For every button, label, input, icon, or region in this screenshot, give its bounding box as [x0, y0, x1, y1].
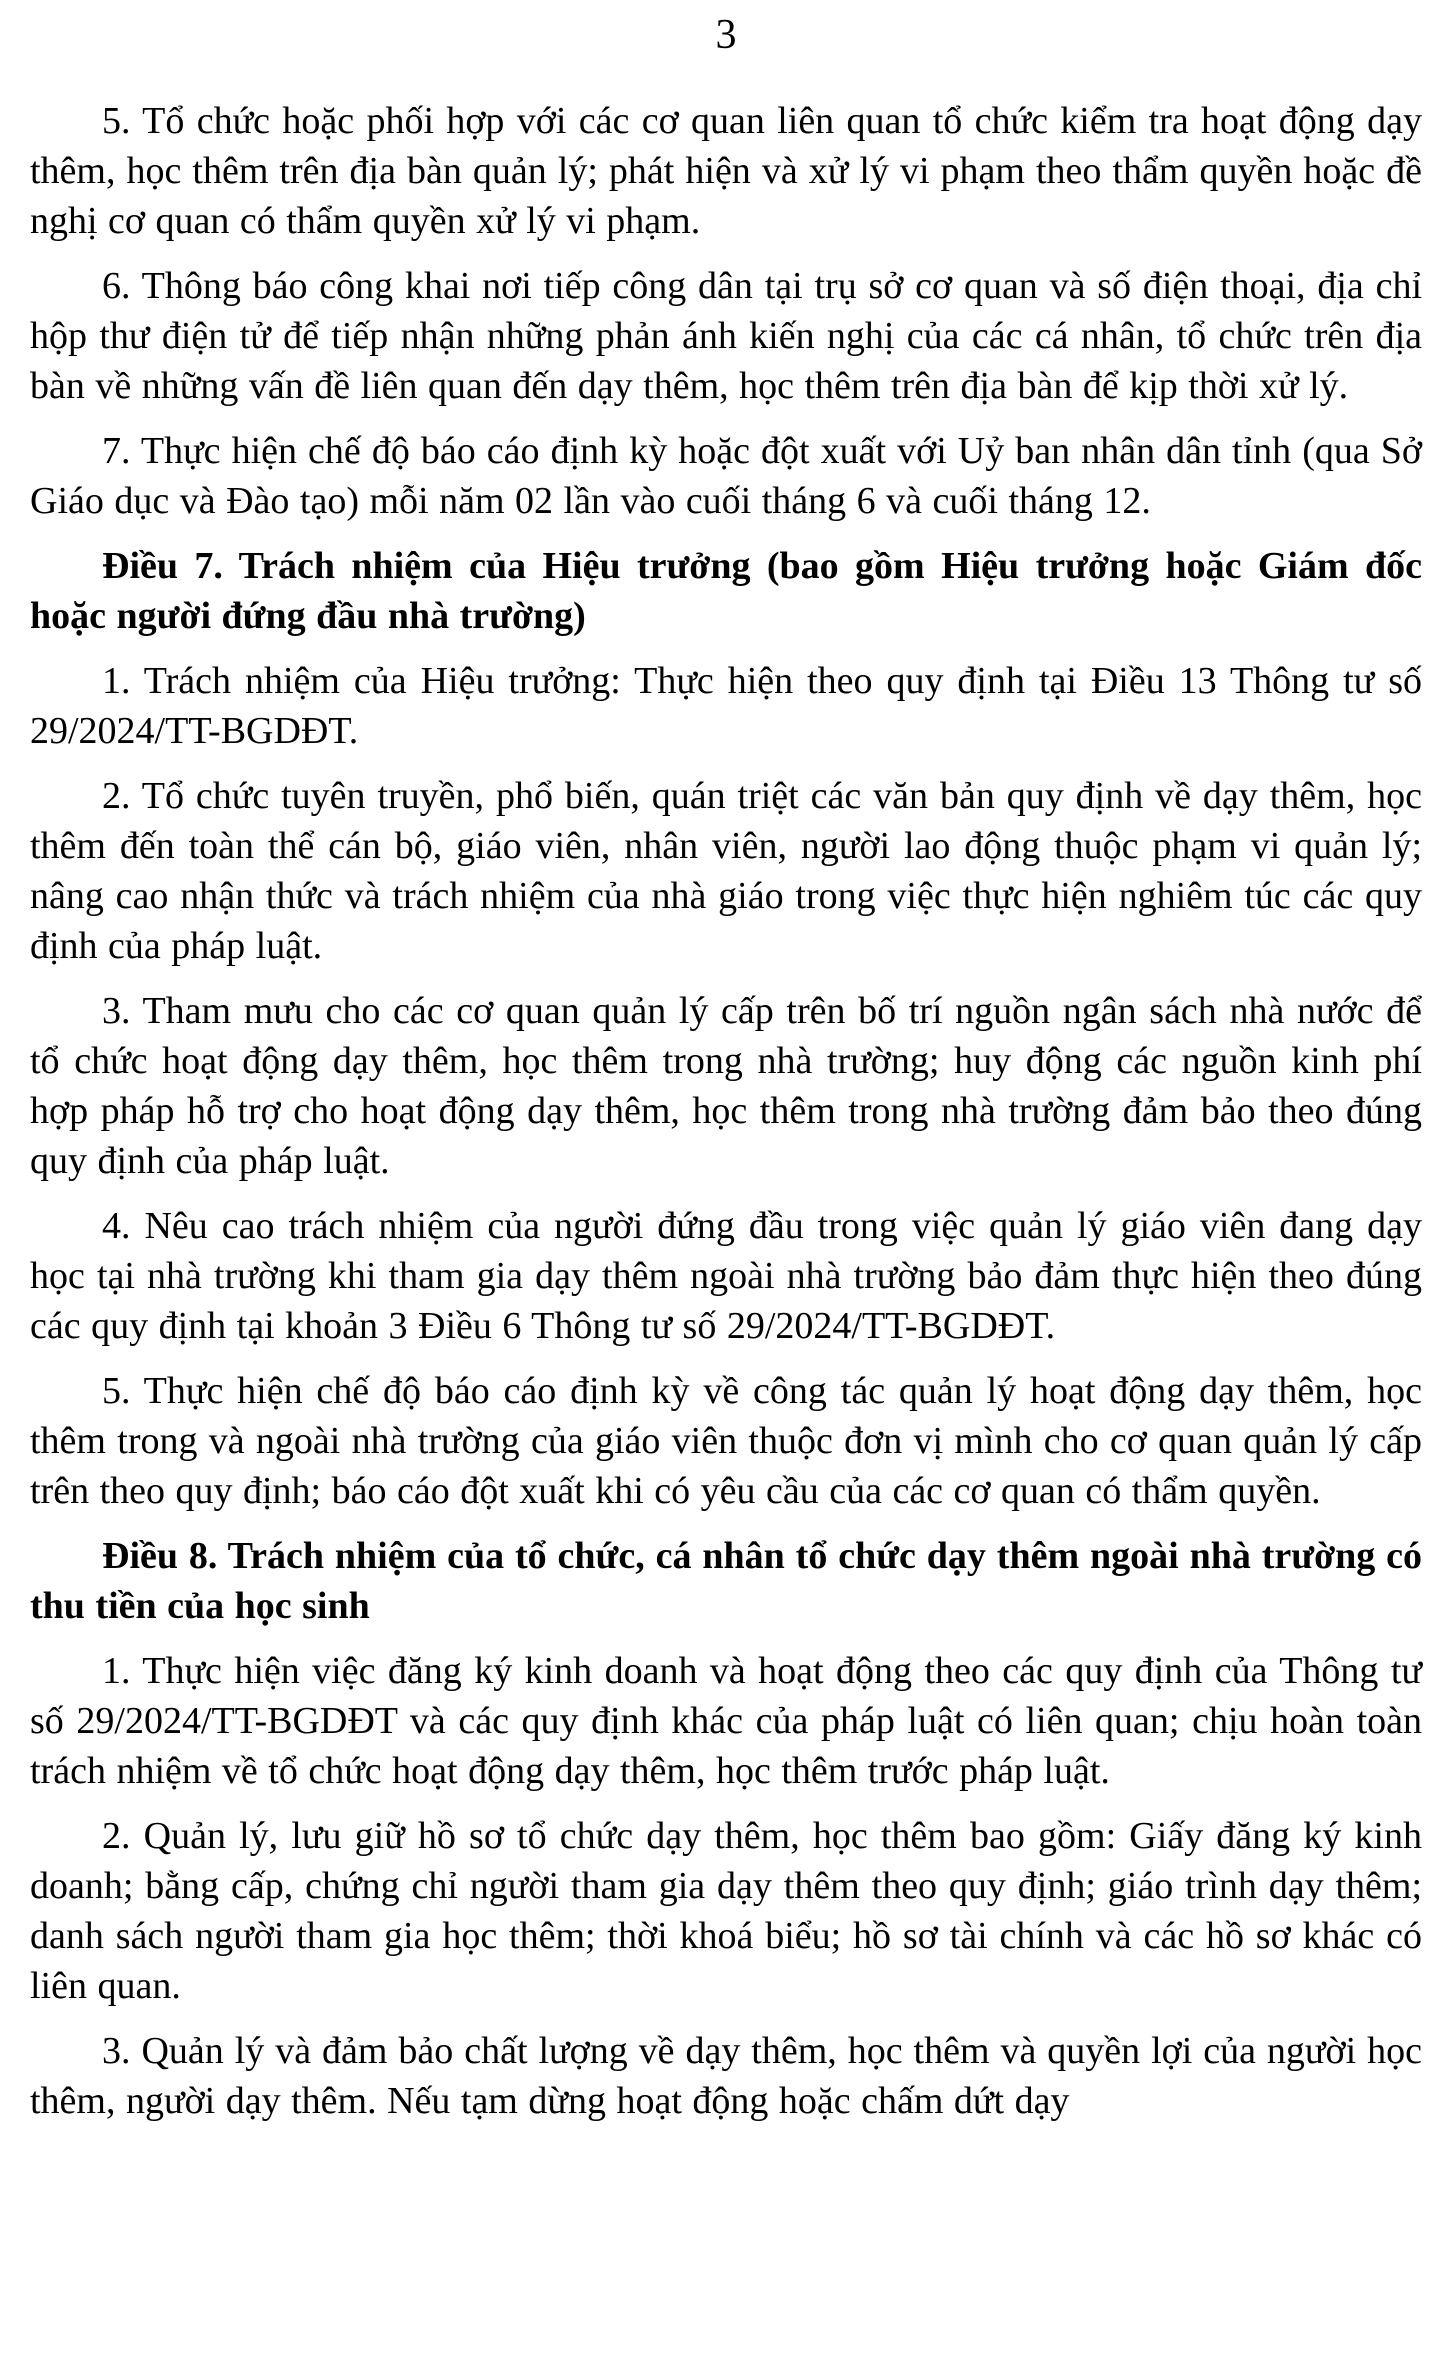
article-7-item-4: 4. Nêu cao trách nhiệm của người đứng đầu trong việc quản lý giáo viên đang dạy học tại nhà trường khi tham gia dạy thêm ngoài nhà trường bảo đảm thực hiện theo đúng các quy định tại khoản 3 Điều 6 Thông tư số 29/2024/TT-BGDĐT.: [30, 1205, 1422, 1347]
article-7-item-5: 5. Thực hiện chế độ báo cáo định kỳ về công tác quản lý hoạt động dạy thêm, học thêm trong và ngoài nhà trường của giáo viên thuộc đơn vị mình cho cơ quan quản lý cấp trên theo quy định; báo cáo đột xuất khi có yêu cầu của các cơ quan có thẩm quyền.: [30, 1370, 1422, 1512]
article-7-item-1: 1. Trách nhiệm của Hiệu trưởng: Thực hiện theo quy định tại Điều 13 Thông tư số 29/2024/TT-BGDĐT.: [30, 660, 1422, 752]
article-8-item-3: 3. Quản lý và đảm bảo chất lượng về dạy thêm, học thêm và quyền lợi của người học thêm, người dạy thêm. Nếu tạm dừng hoạt động hoặc chấm dứt dạy: [30, 2030, 1422, 2122]
article-8-item-2: 2. Quản lý, lưu giữ hồ sơ tổ chức dạy thêm, học thêm bao gồm: Giấy đăng ký kinh doanh; bằng cấp, chứng chỉ người tham gia dạy thêm theo quy định; giáo trình dạy thêm; danh sách người tham gia học thêm; thời khoá biểu; hồ sơ tài chính và các hồ sơ khác có liên quan.: [30, 1815, 1422, 2007]
article-7-item-3: 3. Tham mưu cho các cơ quan quản lý cấp trên bố trí nguồn ngân sách nhà nước để tổ chức hoạt động dạy thêm, học thêm trong nhà trường; huy động các nguồn kinh phí hợp pháp hỗ trợ cho hoạt động dạy thêm, học thêm trong nhà trường đảm bảo theo đúng quy định của pháp luật.: [30, 990, 1422, 1182]
clause-7: 7. Thực hiện chế độ báo cáo định kỳ hoặc đột xuất với Uỷ ban nhân dân tỉnh (qua Sở Giáo dục và Đào tạo) mỗi năm 02 lần vào cuối tháng 6 và cuối tháng 12.: [30, 430, 1422, 522]
article-7-item-2: 2. Tổ chức tuyên truyền, phổ biến, quán triệt các văn bản quy định về dạy thêm, học thêm đến toàn thể cán bộ, giáo viên, nhân viên, người lao động thuộc phạm vi quản lý; nâng cao nhận thức và trách nhiệm của nhà giáo trong việc thực hiện nghiêm túc các quy định của pháp luật.: [30, 775, 1422, 967]
article-7-heading: Điều 7. Trách nhiệm của Hiệu trưởng (bao gồm Hiệu trưởng hoặc Giám đốc hoặc người đứng đầu nhà trường): [30, 545, 1422, 637]
page-number: 3: [715, 12, 737, 58]
article-8-heading: Điều 8. Trách nhiệm của tổ chức, cá nhân tổ chức dạy thêm ngoài nhà trường có thu tiền của học sinh: [30, 1535, 1422, 1627]
article-8-item-1: 1. Thực hiện việc đăng ký kinh doanh và hoạt động theo các quy định của Thông tư số 29/2024/TT-BGDĐT và các quy định khác của pháp luật có liên quan; chịu hoàn toàn trách nhiệm về tổ chức hoạt động dạy thêm, học thêm trước pháp luật.: [30, 1650, 1422, 1792]
clause-5: 5. Tổ chức hoặc phối hợp với các cơ quan liên quan tổ chức kiểm tra hoạt động dạy thêm, học thêm trên địa bàn quản lý; phát hiện và xử lý vi phạm theo thẩm quyền hoặc đề nghị cơ quan có thẩm quyền xử lý vi phạm.: [30, 100, 1422, 242]
clause-6: 6. Thông báo công khai nơi tiếp công dân tại trụ sở cơ quan và số điện thoại, địa chỉ hộp thư điện tử để tiếp nhận những phản ánh kiến nghị của các cá nhân, tổ chức trên địa bàn về những vấn đề liên quan đến dạy thêm, học thêm trên địa bàn để kịp thời xử lý.: [30, 265, 1422, 407]
